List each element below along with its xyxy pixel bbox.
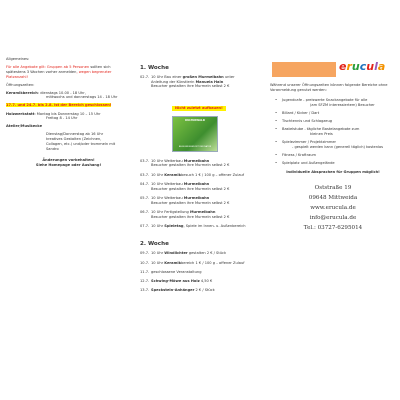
facility-text: Spielezimmer / Projektzimmer - gespielt werden kann (generell täglich) kostenlos (282, 139, 384, 149)
event-row: 11.7. geschlossene Veranstaltung (140, 269, 202, 274)
facility-item (270, 111, 396, 116)
event-row: 07.7. 10 Uhr Spieletag, Spiele im Innen- u. Außenbereich (140, 224, 246, 228)
facility-item (270, 119, 396, 124)
event-row: 06.7. 10 Uhr Fertigstellung Murmelbahn Besucher gestalten ihre Murmeln selbst 2 € (140, 210, 230, 219)
kulturwald-logo: KULTURWALD BEGEGNUNGEN MIT DER NATUR (172, 116, 218, 152)
facility-text: Jugendcafe - preiswerte Snackangebote für alle (am SFZM interessiertem) Besucher (282, 98, 375, 108)
facility-item (270, 140, 396, 149)
intro-text: Während unserer Öffnungszeiten können folgende Bereiche ohne Voranmeldung genutzt werden: (270, 83, 388, 92)
closed-notice: 17.7. und 24.7. bis 2.8. ist der Bereich geschlossen! (6, 103, 112, 108)
facility-item (270, 98, 396, 107)
bullet-icon: • (274, 152, 278, 157)
facility-text: Spielplatz und Außengelände (282, 160, 335, 165)
event-row: 04.7. 10 Uhr Weiterbau Murmelbahn Besucher gestalten ihre Murmeln selbst 2 € (140, 182, 230, 191)
bullet-icon: • (274, 98, 278, 103)
ceramic-hours-2: mittwochs und donnerstags 14 - 18 Uhr (46, 95, 118, 100)
group-note: Individuelle Absprachen für Gruppen möglich! (286, 170, 380, 175)
erucula-logo: erucula (339, 60, 386, 73)
website-link[interactable]: www.erucula.de (310, 204, 356, 211)
week-2-heading: 2. Woche (140, 241, 169, 248)
phone: Tel.: 03727-6295014 (303, 224, 363, 231)
event-row: 09.7. 10 Uhr Windlichter gestalten 2 € / Stück (140, 251, 227, 256)
atelier-line-3: Collagen, etc.) und/oder trommeln mit (46, 141, 116, 146)
city: 09648 Mittweida (308, 194, 358, 201)
opening-hours-heading: Öffnungszeiten: (6, 82, 35, 87)
general-info-column (0, 0, 135, 400)
event-row: 03.7. 10 Uhr Weiterbau Murmelbahn Besucher gestalten ihre Murmeln selbst 2 € (140, 158, 230, 168)
general-heading: Allgemeines: (6, 57, 30, 61)
changes-note-1: Änderungen vorbehalten! (42, 158, 95, 163)
event-row: 13.7. Speckstein-Anhänger 2 € / Stück (140, 288, 215, 293)
contact-block (270, 183, 396, 233)
event-row: 12.7. Schwing-Möwe aus Holz 4,50 € (140, 279, 213, 284)
facilities-list (270, 98, 396, 165)
atelier-line-4: Sandro (46, 146, 59, 151)
bullet-icon: • (274, 139, 278, 144)
group-notice: Für alle Angebote gilt: Gruppen ab 5 Personen sollten sich spätestens 3 Wochen vorher anmelden, wegen begrenzter Platzanzahl! (6, 65, 112, 79)
changes-note-2: Siehe Homepage oder Aushang! (35, 162, 102, 167)
ceramic-hours: Keramikbereich: dienstags 10.00 - 18 Uhr, (6, 90, 86, 95)
atelier-line-1: Dienstag/Donnerstag ab 16 Uhr (46, 132, 104, 137)
facility-item (270, 153, 396, 158)
bullet-icon: • (274, 127, 278, 132)
facility-text: Billard / Kicker / Dart (282, 111, 320, 116)
highlight-note: Nicht zuletzt aufbauen! (172, 106, 226, 111)
address: Oststraße 19 (314, 184, 352, 191)
bullet-icon: • (274, 160, 278, 165)
program-column (135, 0, 268, 400)
atelier-line-2: kreatives Gestalten (Zeichnen, (46, 137, 102, 142)
facilities-column (268, 0, 400, 400)
email-link[interactable]: info@erucula.de (309, 214, 357, 221)
facility-text: Bastelstube - tägliche Bastelangebote zum kleinen Preis (282, 127, 360, 136)
event-row: 05.7. 10 Uhr Weiterbau Murmelbahn Besucher gestalten ihre Murmeln selbst 2 € (140, 196, 230, 205)
week-1-heading: 1. Woche (140, 65, 169, 71)
atelier-heading: Atelier/Musikecke (6, 124, 43, 129)
event-row: 10.7. 10 Uhr Keramikbereich 1 € / 100 g – offener Zulauf (140, 260, 245, 265)
event-row: 02.7. 10 Uhr Bau einer großen Murmelbahn unter Anleitung der Künstlerin Manuela Hain Besucher gestalten ihre Murmeln selbst 2 € (140, 75, 235, 89)
facility-item (270, 127, 396, 136)
bullet-icon: • (274, 111, 278, 116)
wood-workshop-hours: Holzwerkstatt: Montag bis Donnerstag 10 – 15 Uhr (6, 111, 101, 116)
facility-item (270, 161, 396, 166)
event-row: 03.7. 10 Uhr Keramikbesuch 1 € / 100 g – offener Zulauf (140, 172, 245, 177)
wood-workshop-hours-2: Freitag 8 - 14 Uhr (46, 116, 78, 121)
facility-text: Fitness / Kraftraum (282, 152, 317, 157)
bullet-icon: • (274, 119, 278, 124)
facility-text: Tischtennis und Schlagzeug (282, 119, 333, 124)
